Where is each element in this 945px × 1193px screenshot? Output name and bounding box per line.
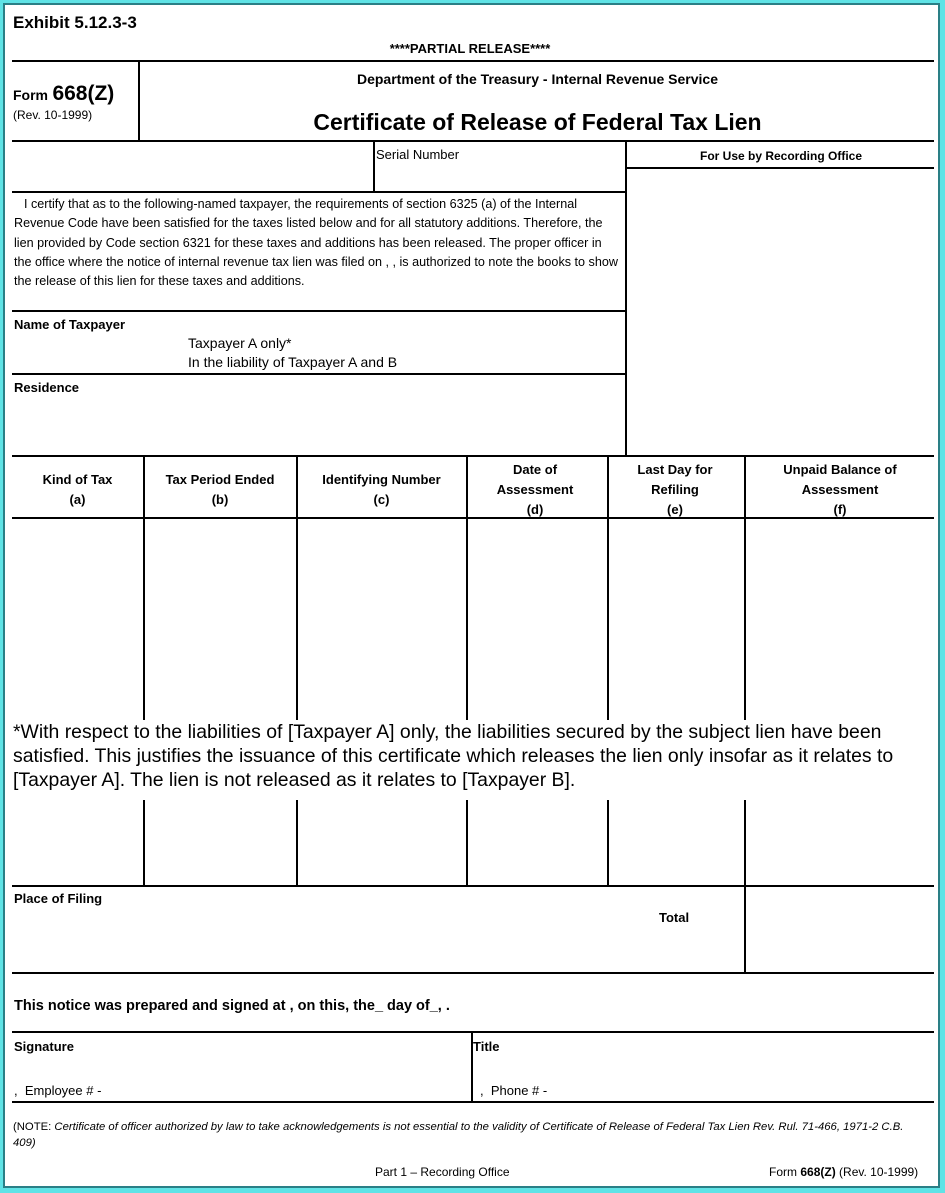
header-title: Last Day for Refiling [637, 462, 713, 497]
form-number [13, 82, 114, 106]
place-of-filing-label: Place of Filing [14, 891, 103, 906]
note-text [13, 1119, 928, 1151]
footnote-text: *With respect to the liabilities of [Taxpayer A] only, the liabilities secured by the subject lien have been satisfied. This justifies the issuance of this certificate which releases the lien only insofar as it relates to [Taxpayer A]. The lien is not released as it relates to [Taxpayer B]. [13, 720, 933, 800]
column-header-date-of-assessment [495, 460, 575, 520]
header-code: (c) [373, 492, 390, 507]
divider [12, 310, 626, 312]
column-header-tax-period [144, 470, 296, 510]
header-title: Tax Period Ended [165, 472, 275, 487]
partial-release-banner: ****PARTIAL RELEASE**** [389, 41, 551, 56]
divider [373, 140, 375, 191]
divider [12, 373, 626, 375]
taxpayer-line-1: Taxpayer A only* [188, 335, 292, 351]
serial-number-label: Serial Number [376, 147, 460, 162]
header-code: (a) [69, 492, 86, 507]
recording-office-label: For Use by Recording Office [699, 149, 863, 163]
form-page [3, 3, 940, 1188]
department: Department of the Treasury - Internal Revenue Service [356, 71, 718, 87]
total-label: Total [659, 910, 690, 925]
column-divider [466, 455, 468, 885]
header-code: (f) [833, 502, 847, 517]
header-code: (b) [211, 492, 229, 507]
column-header-last-day-refiling [625, 460, 725, 520]
header-title: Unpaid Balance of Assessment [783, 462, 897, 497]
divider [12, 885, 934, 887]
signature-label: Signature [14, 1039, 74, 1054]
taxpayer-line-2: In the liability of Taxpayer A and B [188, 354, 398, 370]
title-label: Title [473, 1039, 500, 1054]
footer-form-prefix: Form [769, 1165, 797, 1179]
employee-number: , Employee # - [14, 1083, 102, 1098]
header-title: Date of Assessment [496, 462, 574, 497]
notice-text: This notice was prepared and signed at , on this, the_ day of_, . [14, 998, 450, 1014]
column-divider [296, 455, 298, 885]
divider [12, 191, 626, 193]
footer-revision: (Rev. 10-1999) [839, 1165, 919, 1179]
phone-number: , Phone # - [480, 1083, 548, 1098]
column-divider [607, 455, 609, 885]
form-prefix: Form [13, 87, 48, 103]
header-title: Kind of Tax [42, 472, 113, 487]
footer-form [769, 1165, 918, 1179]
divider [12, 972, 934, 974]
divider [12, 455, 934, 457]
residence-label: Residence [14, 380, 80, 395]
note-prefix: (NOTE: [13, 1121, 55, 1133]
certification-text: I certify that as to the following-named taxpayer, the requirements of section 6325 (a) of the Internal Revenue Code have been satisfied for the taxes listed below and for all statutory additions. Therefore, the lien provided by Code section 6321 for these taxes and additions has been released. The proper officer in the office where the notice of internal revenue tax lien was filed on , , is authorized to note the books to show the release of this lien for these taxes and additions. [14, 197, 618, 289]
exhibit-label: Exhibit 5.12.3-3 [13, 13, 137, 32]
divider [12, 517, 934, 519]
column-header-kind-of-tax [12, 470, 143, 510]
form-title: Certificate of Release of Federal Tax Lien [313, 109, 762, 135]
divider [625, 167, 934, 169]
form-revision: (Rev. 10-1999) [13, 108, 93, 122]
taxpayer-label: Name of Taxpayer [14, 317, 126, 332]
header-title: Identifying Number [322, 472, 441, 487]
footer-part: Part 1 – Recording Office [375, 1165, 510, 1179]
column-header-identifying-number [297, 470, 466, 510]
divider [625, 140, 627, 456]
footer-form-number: 668(Z) [800, 1165, 836, 1179]
header-code: (e) [667, 502, 683, 517]
divider [12, 140, 934, 142]
form-number-value: 668(Z) [52, 82, 115, 105]
column-header-unpaid-balance [775, 460, 905, 520]
column-divider [744, 455, 746, 972]
header-code: (d) [526, 502, 544, 517]
note-body: Certificate of officer authorized by law to take acknowledgements is not essential to the validity of Certificate of Release of Federal Tax Lien Rev. Rul. 71-466, 1971-2 C.B. 409) [13, 1121, 904, 1149]
divider [12, 1101, 934, 1103]
divider [12, 60, 934, 62]
divider [12, 1031, 934, 1033]
column-divider [143, 455, 145, 885]
